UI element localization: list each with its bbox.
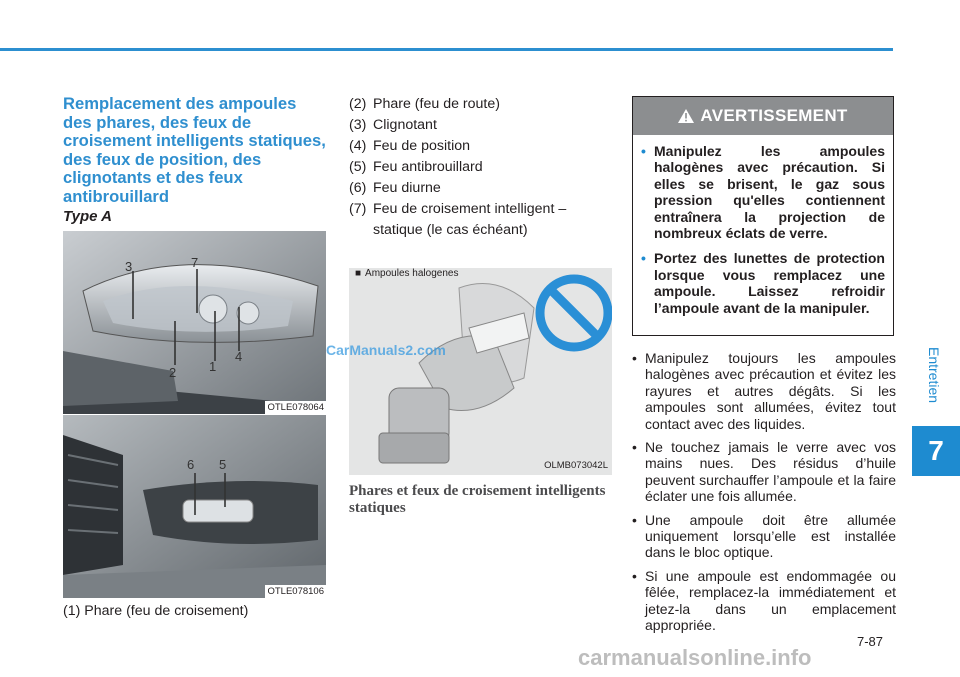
list-item [349,199,619,241]
list-item [349,178,619,199]
callout-4: 4 [235,349,243,364]
warning-body [633,135,893,316]
watermark-overlay: CarManuals2.com [326,342,446,358]
bulb-illustration [349,268,612,475]
list-item [349,94,619,115]
list-item [349,115,619,136]
headlight-photo-top [63,231,326,414]
top-rule [0,48,893,51]
callout-2: 2 [169,365,177,380]
bullet-item: • Manipulez toujours les ampoules halogènes avec précaution et évitez les rayures et autres dégâts. Si les ampoules sont allumées, évitez tout contact avec des liquides. [632,350,896,432]
list-item-text: Clignotant [373,117,437,133]
foglight-illustration [63,415,326,598]
warning-header [633,97,893,135]
warning-box [632,96,894,336]
warning-item: • Manipulez les ampoules halogènes avec précaution. Si elles se brisent, le gaz sous pression qu'elles contiennent entraînera la projection de nombreux éclats de verre. [641,143,885,241]
list-item-num: (5) [349,159,367,175]
page-number: 7-87 [857,634,884,649]
bulb-photo [349,268,612,475]
bulb-tag-text: Ampoules halogenes [365,268,459,279]
bulb-list [349,94,619,241]
list-item-text: Phare (feu de route) [373,96,500,112]
watermark-footer[interactable]: carmanualsonline.info [578,645,812,670]
chapter-tab[interactable]: 7 [912,426,960,476]
headlight-photo-bottom [63,415,326,598]
headlight-illustration-top [63,231,326,414]
warning-title: AVERTISSEMENT [700,106,848,125]
bullet-item: • Une ampoule doit être allumée uniquement lorsqu’elle est installée dans le bloc optique. [632,512,896,561]
bulb-tag [355,268,458,279]
bullet-item: • Ne touchez jamais le verre avec vos mains nues. Des résidus d’huile peuvent surchauffer l’ampoule et la faire éclater une fois allumée. [632,439,896,505]
list-item-num: (4) [349,138,367,154]
caption-item-1: (1) Phare (feu de croisement) [63,603,249,619]
list-item-text: Feu de position [373,138,471,154]
list-item-text: Feu de croisement intelligent – statique (le cas échéant) [373,201,567,238]
list-item-num: (2) [349,96,367,112]
photo-code-bottom: OTLE078106 [267,586,324,597]
chapter-side-label-text: Entretien [926,346,943,404]
list-item-num: (3) [349,117,367,133]
subheading-type: Type A [63,208,112,225]
warning-item: • Portez des lunettes de protection lorsque vous remplacez une ampoule. Laissez refroidir l’ampoule avant de la manipuler. [641,250,885,316]
square-bullet-icon: ■ [355,268,362,279]
callout-7: 7 [191,255,199,270]
photo-code-top: OTLE078064 [267,402,324,413]
section-heading: Remplacement des ampoules des phares, des feux de croisement intelligents statiques, des feux de position, des clignotants et des feux antibrouillard [63,94,326,206]
list-item-num: (6) [349,180,367,196]
list-item [349,136,619,157]
callout-5: 5 [219,457,227,472]
warning-triangle-icon [678,109,694,123]
info-bullets [632,350,896,641]
bullet-item: • Si une ampoule est endommagée ou fêlée, remplacez-la immédiatement et jetez-la dans un emplacement appropriée. [632,568,896,634]
chapter-side-label [919,330,949,420]
list-item [349,157,619,178]
callout-6: 6 [187,457,195,472]
list-item-text: Feu diurne [373,180,441,196]
photo-code-bulb: OLMB073042L [544,460,608,471]
list-item-num: (7) [349,201,367,217]
list-item-text: Feu antibrouillard [373,159,483,175]
callout-3: 3 [125,259,133,274]
bulb-caption: Phares et feux de croisement intelligents statiques [349,483,606,516]
callout-1: 1 [209,359,217,374]
